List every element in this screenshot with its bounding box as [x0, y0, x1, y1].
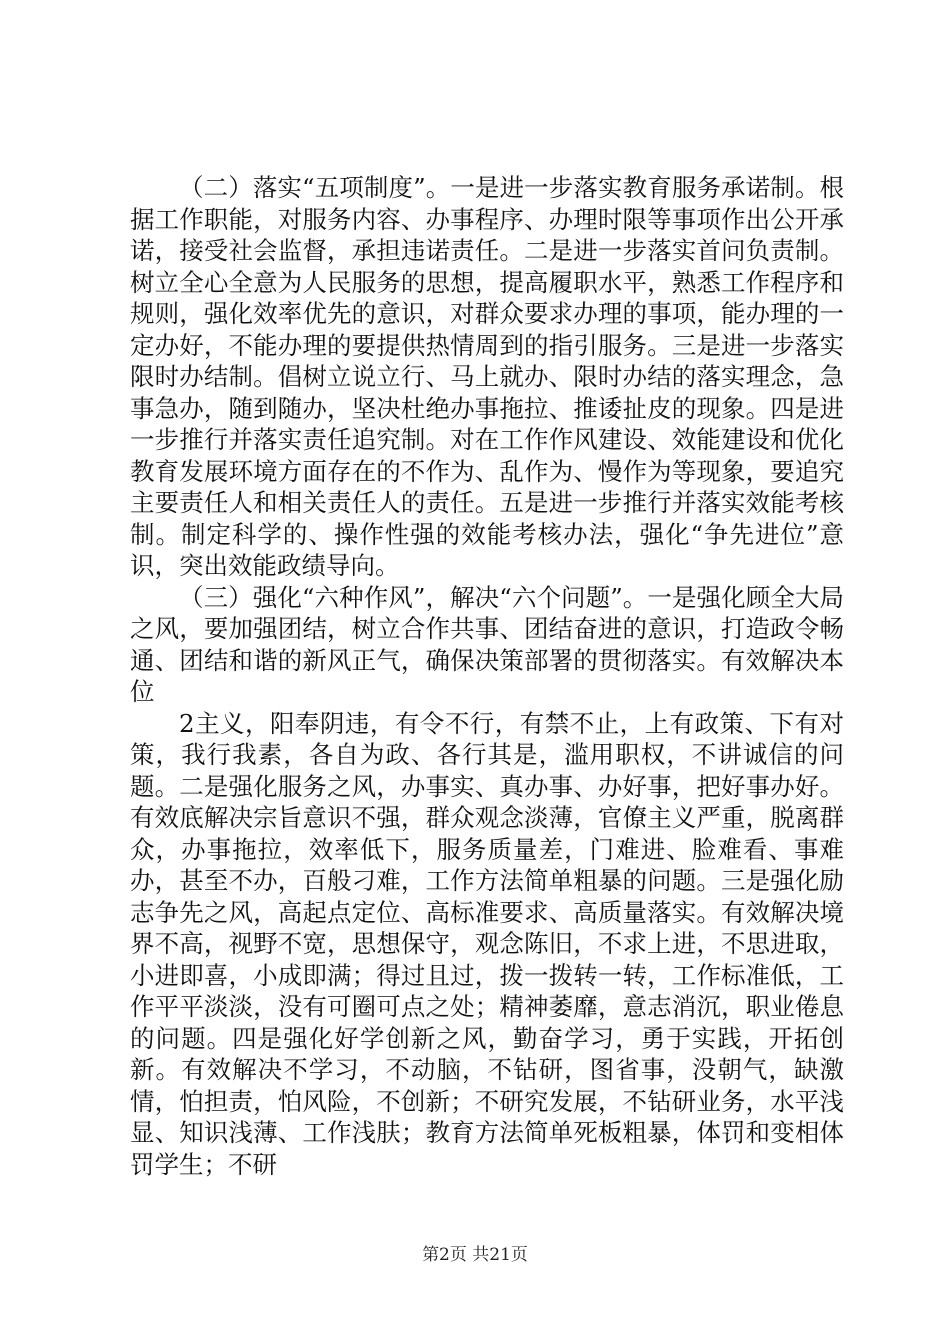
document-body	[130, 172, 844, 1180]
paragraph-six-styles: （三）强化“六种作风”，解决“六个问题”。一是强化顾全大局之风，要加强团结，树立合作共事、团结奋进的意识，打造政令畅通、团结和谐的新风正气，确保决策部署的贯彻落实。有效解决本位	[130, 582, 844, 706]
page-number-footer: 第2页 共21页	[422, 1245, 528, 1265]
paragraph-five-systems: （二）落实“五项制度”。一是进一步落实教育服务承诺制。根据工作职能，对服务内容、办事程序、办理时限等事项作出公开承诺，接受社会监督，承担违诺责任。二是进一步落实首问负责制。树立全心全意为人民服务的思想，提高履职水平，熟悉工作程序和规则，强化效率优先的意识，对群众要求办理的事项，能办理的一定办好，不能办理的要提供热情周到的指引服务。三是进一步落实限时办结制。倡树立说立行、马上就办、限时办结的落实理念，急事急办，随到随办，坚决杜绝办事拖拉、推诿扯皮的现象。四是进一步推行并落实责任追究制。对在工作作风建设、效能建设和优化教育发展环境方面存在的不作为、乱作为、慢作为等现象，要追究主要责任人和相关责任人的责任。五是进一步推行并落实效能考核制。制定科学的、操作性强的效能考核办法，强化“争先进位”意识，突出效能政绩导向。	[130, 173, 844, 580]
paragraph-continuation: 2主义，阳奉阴违，有令不行，有禁不止，上有政策、下有对策，我行我素，各自为政、各行其是，滥用职权，不讲诚信的问题。二是强化服务之风，办事实、真办事、办好事，把好事办好。有效底解决宗旨意识不强，群众观念淡薄，官僚主义严重，脱离群众，办事拖拉，效率低下，服务质量差，门难进、脸难看、事难办，甚至不办，百般刁难，工作方法简单粗暴的问题。三是强化励志争先之风，高起点定位、高标准要求、高质量落实。有效解决境界不高，视野不宽，思想保守，观念陈旧，不求上进，不思进取，小进即喜，小成即满；得过且过，拨一拨转一转，工作标准低，工作平平淡淡，没有可圈可点之处；精神萎靡，意志消沉，职业倦息的问题。四是强化好学创新之风，勤奋学习，勇于实践，开拓创新。有效解决不学习，不动脑，不钻研，图省事，没朝气，缺激情，怕担责，怕风险，不创新；不研究发展，不钻研业务，水平浅显、知识浅薄、工作浅肤；教育方法简单死板粗暴，体罚和变相体罚学生；不研	[130, 708, 844, 1179]
